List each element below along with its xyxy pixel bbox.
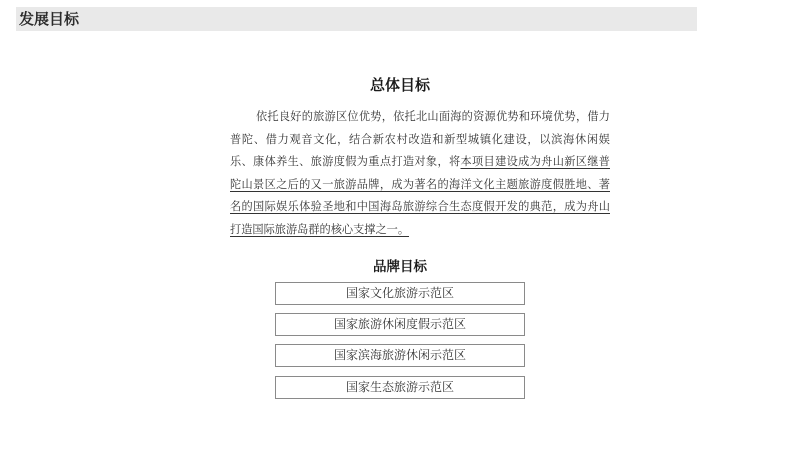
paragraph-intro-text: 依托良好的旅游区位优势，依托北山面海的资源优势和环境优势，借力普陀、借力观音文化，结合新农村改造和新型城镇化建设，以滨海休闲娱乐、康体养生、旅游度假为重点打造对象，将	[230, 110, 610, 169]
paragraph-underlined-text: 本项目建设成为舟山新区继普陀山景区之后的又一旅游品牌，成为著名的海洋文化主题旅游度假胜地、著名的国际娱乐体验圣地和中国海岛旅游综合生态度假开发的典范，成为舟山打造国际旅游岛群的核心支撑之一。	[230, 155, 610, 236]
brand-goal-title: 品牌目标	[373, 259, 427, 275]
brand-goal-item: 国家生态旅游示范区	[275, 376, 525, 399]
brand-goal-item: 国家文化旅游示范区	[275, 282, 525, 305]
brand-goal-item: 国家滨海旅游休闲示范区	[275, 344, 525, 367]
brand-goal-item: 国家旅游休闲度假示范区	[275, 313, 525, 336]
overall-goal-title: 总体目标	[369, 76, 430, 94]
section-title: 发展目标	[19, 10, 80, 28]
overall-goal-paragraph	[230, 106, 610, 242]
section-header-bar	[16, 7, 697, 31]
